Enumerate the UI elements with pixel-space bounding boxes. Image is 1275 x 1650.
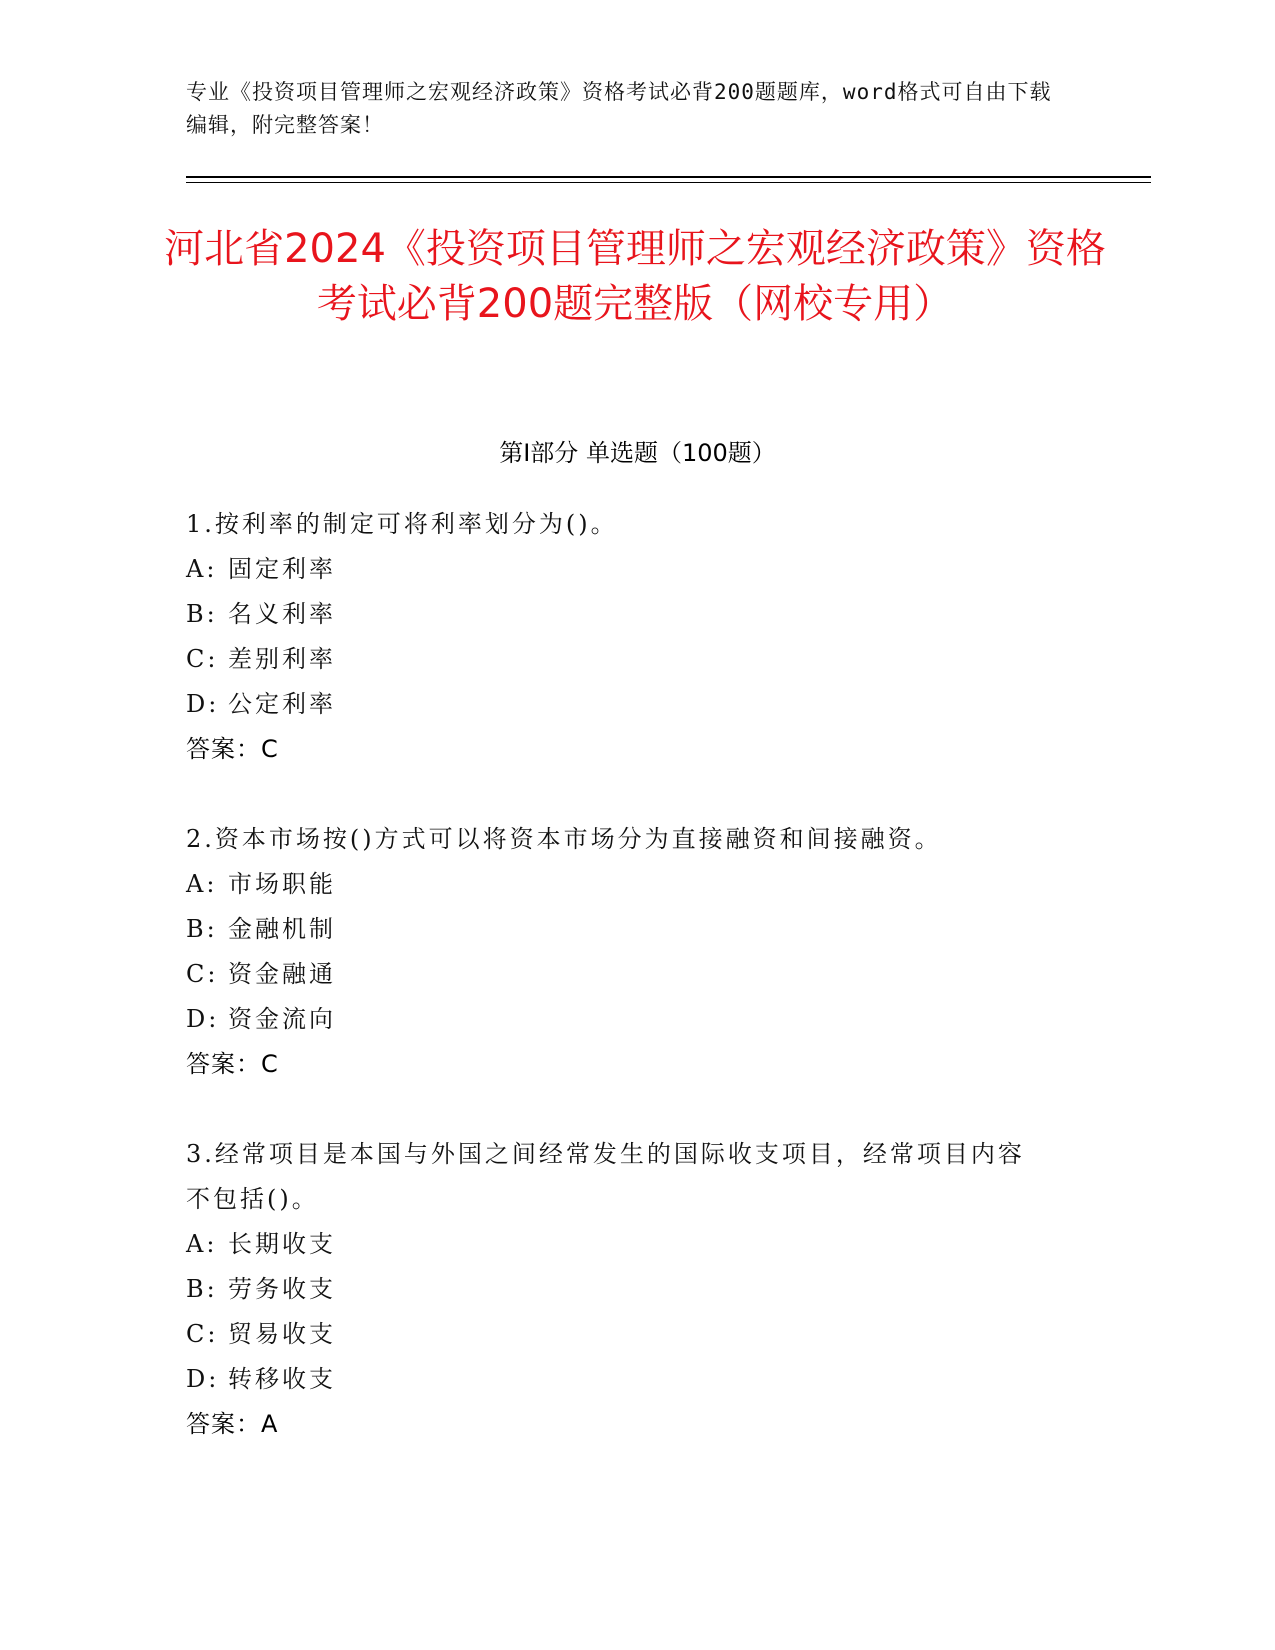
option-a <box>186 862 1086 907</box>
option-letter: A: <box>186 1230 218 1258</box>
option-letter: C: <box>186 1320 219 1348</box>
option-d <box>186 682 1086 727</box>
answer-line: 答案：A <box>186 1410 279 1438</box>
answer-line: 答案：C <box>186 1050 279 1078</box>
question-stem: 2.资本市场按()方式可以将资本市场分为直接融资和间接融资。 <box>186 825 942 853</box>
option-text: 固定利率 <box>228 555 336 583</box>
option-text: 名义利率 <box>228 600 336 628</box>
option-letter: D: <box>186 1005 220 1033</box>
section-heading: 第Ⅰ部分 单选题（100题） <box>499 439 776 467</box>
question-stem: 1.按利率的制定可将利率划分为()。 <box>186 510 618 538</box>
option-text: 劳务收支 <box>228 1275 336 1303</box>
answer-line: 答案：C <box>186 735 279 763</box>
option-text: 市场职能 <box>228 870 336 898</box>
option-letter: B: <box>186 1275 218 1303</box>
question-stem: 3.经常项目是本国与外国之间经常发生的国际收支项目，经常项目内容不包括()。 <box>186 1140 1025 1213</box>
option-a <box>186 1222 1046 1267</box>
option-text: 贸易收支 <box>228 1320 336 1348</box>
option-letter: D: <box>186 690 220 718</box>
option-c <box>186 952 1086 997</box>
option-text: 金融机制 <box>228 915 336 943</box>
option-letter: C: <box>186 645 219 673</box>
question-3 <box>186 1132 1046 1447</box>
document-title: 河北省2024《投资项目管理师之宏观经济政策》资格考试必背200题完整版（网校专用） <box>164 226 1106 327</box>
option-text: 差别利率 <box>228 645 336 673</box>
header-rule-thin <box>186 182 1151 183</box>
option-letter: A: <box>186 555 218 583</box>
option-letter: B: <box>186 915 218 943</box>
header-rule-thick <box>186 176 1151 178</box>
question-1 <box>186 502 1086 772</box>
option-letter: A: <box>186 870 218 898</box>
option-c <box>186 637 1086 682</box>
option-letter: B: <box>186 600 218 628</box>
option-a <box>186 547 1086 592</box>
option-d <box>186 1357 1046 1402</box>
option-text: 长期收支 <box>228 1230 336 1258</box>
option-letter: C: <box>186 960 219 988</box>
option-b <box>186 592 1086 637</box>
header-note: 专业《投资项目管理师之宏观经济政策》资格考试必背200题题库，word格式可自由下载编辑，附完整答案！ <box>186 80 1052 137</box>
option-text: 转移收支 <box>228 1365 336 1393</box>
question-2 <box>186 817 1086 1087</box>
option-text: 资金流向 <box>228 1005 336 1033</box>
option-letter: D: <box>186 1365 220 1393</box>
option-d <box>186 997 1086 1042</box>
option-b <box>186 907 1086 952</box>
option-c <box>186 1312 1046 1357</box>
option-text: 公定利率 <box>228 690 336 718</box>
option-b <box>186 1267 1046 1312</box>
option-text: 资金融通 <box>228 960 336 988</box>
